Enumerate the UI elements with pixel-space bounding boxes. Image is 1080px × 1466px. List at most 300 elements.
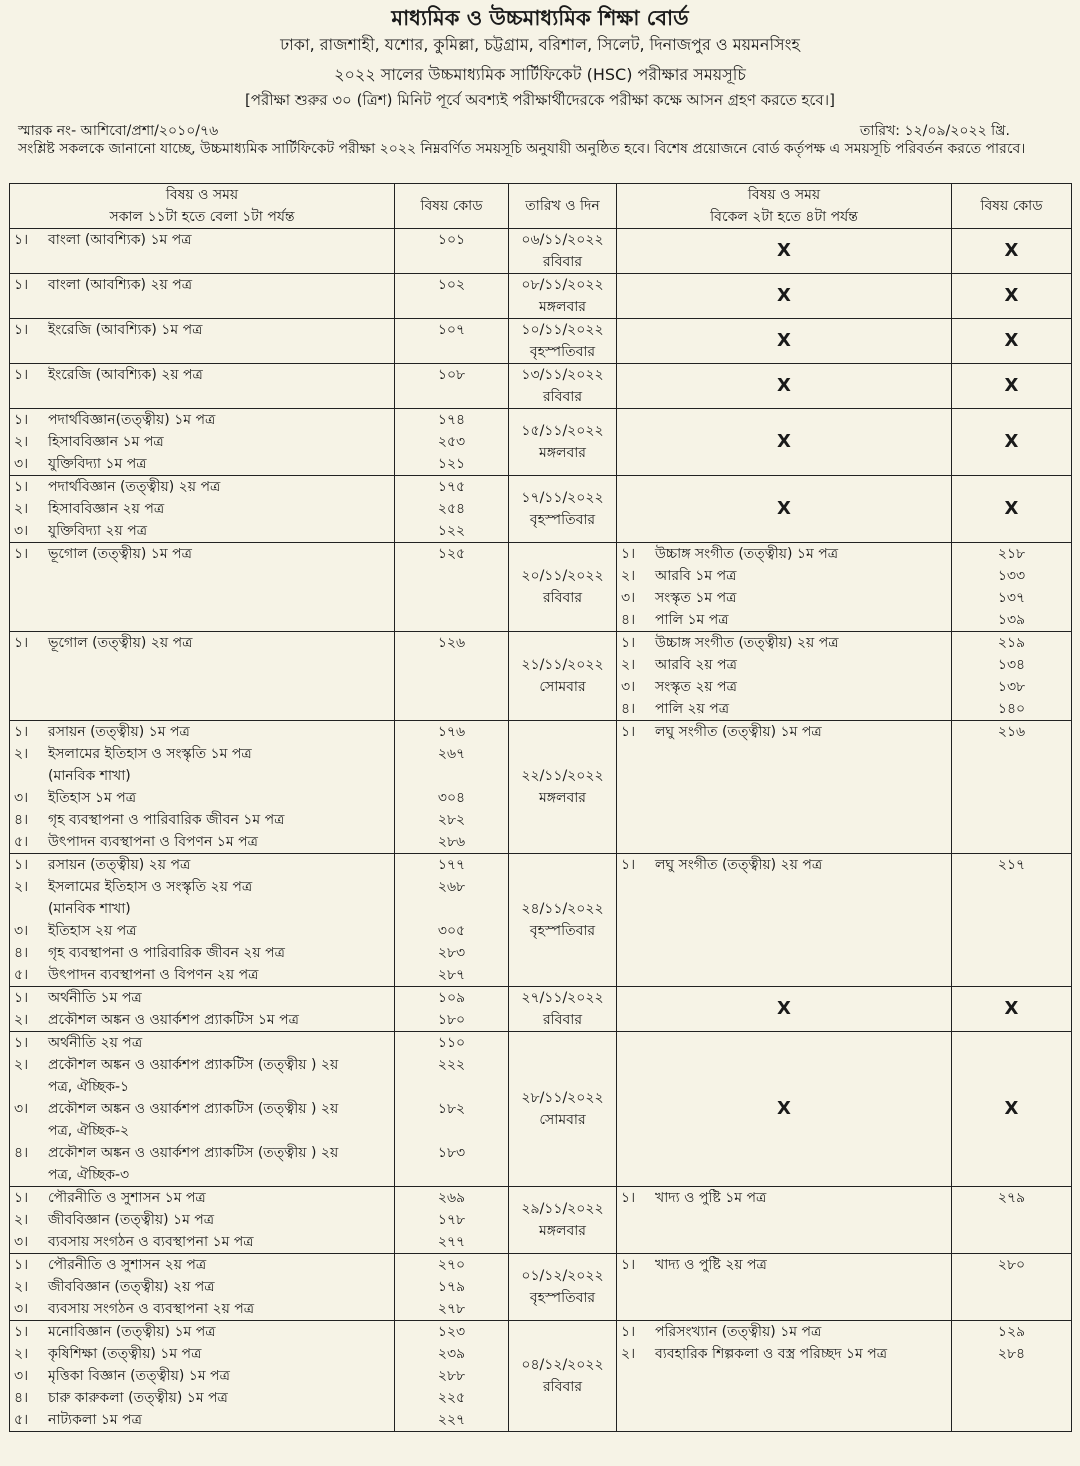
morning-codes (395, 364, 509, 409)
subject-name: (মানবিক শাখা) (48, 901, 131, 917)
subject-line (14, 787, 390, 809)
subject-line (621, 698, 947, 720)
afternoon-code-none-mark: X (952, 476, 1072, 543)
subject-name: অর্থনীতি ২য় পত্র (48, 1035, 143, 1051)
table-row (10, 1032, 1072, 1187)
subject-code: ১০৭ (437, 322, 466, 338)
afternoon-subjects (617, 1321, 952, 1432)
subject-line (14, 987, 390, 1009)
exam-date-cell (509, 364, 617, 409)
table-header-row (10, 184, 1072, 229)
subject-code: ২৬৮ (437, 879, 466, 895)
subject-code: ১০১ (437, 232, 466, 248)
afternoon-codes (952, 1187, 1072, 1254)
subject-name: পালি ২য় পত্র (655, 701, 730, 717)
subject-code: ১৮৩ (437, 1145, 466, 1161)
afternoon-none-mark: X (617, 476, 952, 543)
subject-name: ইসলামের ইতিহাস ও সংস্কৃতি ১ম পত্র (48, 746, 252, 762)
afternoon-header (617, 184, 952, 229)
subject-code: ১০৯ (437, 990, 466, 1006)
subject-number: ২। (14, 1279, 29, 1295)
subject-number: ১। (621, 635, 636, 651)
subject-number: ১। (14, 1257, 29, 1273)
table-row (10, 1187, 1072, 1254)
subject-number: ৪। (621, 612, 636, 628)
exam-date-cell (509, 1187, 617, 1254)
subject-number: ১। (621, 1257, 636, 1273)
subject-line (14, 876, 390, 898)
subject-number: ১। (14, 367, 29, 383)
subject-name: ইংরেজি (আবশ্যিক) ২য় পত্র (48, 367, 203, 383)
subject-code: ১৩৮ (997, 679, 1026, 695)
subject-number: ৪। (14, 1145, 29, 1161)
subject-line (14, 1343, 390, 1365)
subject-code: ১২১ (437, 456, 466, 472)
subject-code (399, 765, 504, 787)
morning-subjects (10, 1187, 395, 1254)
exam-date: ২৯/১১/২০২২ (521, 1201, 604, 1217)
subject-code: ১০৮ (437, 367, 466, 383)
afternoon-subjects (617, 1187, 952, 1254)
subject-name: প্রকৌশল অঙ্কন ও ওয়ার্কশপ প্র্যাকটিস (তত্ত্বীয় ) ২য় (48, 1145, 339, 1161)
subject-line (14, 743, 390, 765)
morning-subjects (10, 364, 395, 409)
subject-name: প্রকৌশল অঙ্কন ও ওয়ার্কশপ প্র্যাকটিস (তত্ত্বীয় ) ২য় (48, 1101, 339, 1117)
morning-codes (395, 987, 509, 1032)
subject-name: ইতিহাস ২য় পত্র (48, 923, 137, 939)
exam-date-cell (509, 409, 617, 476)
subject-code: ১২৩ (437, 1324, 466, 1340)
afternoon-header-line1: বিষয় ও সময় (747, 187, 821, 203)
subject-number: ৩। (14, 790, 29, 806)
morning-subjects (10, 319, 395, 364)
subject-name: রসায়ন (তত্ত্বীয়) ১ম পত্র (48, 724, 190, 740)
subject-line (621, 565, 947, 587)
subject-code: ১৮২ (437, 1101, 466, 1117)
subject-name: গৃহ ব্যবস্থাপনা ও পারিবারিক জীবন ২য় পত্র (48, 945, 285, 961)
subject-number: ৩। (14, 1101, 29, 1117)
subject-name: বাংলা (আবশ্যিক) ২য় পত্র (48, 277, 193, 293)
subject-number: ১। (14, 1190, 29, 1206)
afternoon-none-mark: X (617, 274, 952, 319)
subject-number: ১। (14, 1324, 29, 1340)
afternoon-code-none-mark: X (952, 987, 1072, 1032)
subject-name: আরবি ১ম পত্র (655, 568, 737, 584)
subject-line (14, 431, 390, 453)
subject-line (621, 1187, 947, 1209)
subject-code: ২১৮ (997, 546, 1026, 562)
subject-number: ১। (14, 546, 29, 562)
subject-code: ২৬৯ (437, 1190, 466, 1206)
subject-code: ১৩৭ (997, 590, 1026, 606)
subject-line (14, 1054, 390, 1076)
subject-code: ২৩৯ (437, 1346, 466, 1362)
table-row (10, 543, 1072, 632)
morning-codes (395, 409, 509, 476)
exam-day: মঙ্গলবার (538, 299, 587, 315)
morning-codes (395, 1321, 509, 1432)
exam-day: মঙ্গলবার (538, 1223, 587, 1239)
subject-number: ২। (14, 1012, 29, 1028)
subject-number: ২। (621, 1346, 636, 1362)
exam-date-cell (509, 1321, 617, 1432)
exam-date: ২৭/১১/২০২২ (521, 990, 604, 1006)
subject-code: ২৫৪ (437, 501, 466, 517)
subject-code: ২৭৯ (997, 1190, 1026, 1206)
subject-name: গৃহ ব্যবস্থাপনা ও পারিবারিক জীবন ১ম পত্র (48, 812, 285, 828)
subject-name: পালি ১ম পত্র (655, 612, 729, 628)
subject-number: ১। (14, 322, 29, 338)
subject-code: ১৭৪ (437, 412, 466, 428)
exam-date: ০৮/১১/২০২২ (521, 277, 604, 293)
exam-date: ০৬/১১/২০২২ (521, 232, 604, 248)
subject-line (621, 632, 947, 654)
table-row (10, 721, 1072, 854)
subject-code (399, 1164, 504, 1186)
schedule-title: ২০২২ সালের উচ্চমাধ্যমিক সার্টিফিকেট (HSC) পরীক্ষার সময়সূচি (334, 65, 746, 84)
subject-line (14, 765, 390, 787)
subject-line (14, 498, 390, 520)
afternoon-subjects (617, 1254, 952, 1321)
morning-subjects (10, 1254, 395, 1321)
exam-day: রবিবার (542, 1379, 583, 1395)
subject-code: ২৮৮ (437, 1368, 466, 1384)
subject-name: পদার্থবিজ্ঞান(তত্ত্বীয়) ১ম পত্র (48, 412, 216, 428)
subject-name: লঘু সংগীত (তত্ত্বীয়) ২য় পত্র (655, 857, 823, 873)
morning-codes (395, 1254, 509, 1321)
exam-day: রবিবার (542, 1012, 583, 1028)
exam-date: ২১/১১/২০২২ (521, 657, 604, 673)
exam-day: রবিবার (542, 590, 583, 606)
subject-name: মৃত্তিকা বিজ্ঞান (তত্ত্বীয়) ১ম পত্র (48, 1368, 230, 1384)
subject-line (14, 1009, 390, 1031)
subject-name: পত্র, ঐচ্ছিক-৩ (48, 1167, 130, 1183)
subject-code: ৩০৫ (437, 923, 466, 939)
morning-codes (395, 274, 509, 319)
exam-date: ০১/১২/২০২২ (521, 1268, 604, 1284)
subject-name: ইতিহাস ১ম পত্র (48, 790, 137, 806)
subject-name: জীববিজ্ঞান (তত্ত্বীয়) ১ম পত্র (48, 1212, 215, 1228)
subject-code: ১৪০ (997, 701, 1026, 717)
subject-code: ১৩৪ (997, 657, 1026, 673)
subject-line (621, 654, 947, 676)
subject-number: ২। (14, 501, 29, 517)
subject-code: ১৮০ (437, 1012, 466, 1028)
morning-codes (395, 632, 509, 721)
exam-day: মঙ্গলবার (538, 445, 587, 461)
subject-line (14, 409, 390, 431)
subject-line (14, 1187, 390, 1209)
exam-date-cell (509, 854, 617, 987)
afternoon-codes (952, 1321, 1072, 1432)
subject-line (14, 1387, 390, 1409)
subject-number: ২। (14, 1212, 29, 1228)
exam-date: ২২/১১/২০২২ (521, 768, 604, 784)
subject-number: ১। (621, 546, 636, 562)
subject-number: ৩। (14, 1234, 29, 1250)
exam-date-cell (509, 721, 617, 854)
subject-line (14, 1032, 390, 1054)
exam-day: সোমবার (539, 679, 586, 695)
subject-name: আরবি ২য় পত্র (655, 657, 737, 673)
afternoon-subjects (617, 721, 952, 854)
subject-line (14, 1231, 390, 1253)
code2-header: বিষয় কোড (952, 184, 1072, 229)
exam-day: রবিবার (542, 254, 583, 270)
morning-codes (395, 1032, 509, 1187)
exam-date-cell (509, 1032, 617, 1187)
subject-name: ইসলামের ইতিহাস ও সংস্কৃতি ২য় পত্র (48, 879, 253, 895)
subject-number: ১। (14, 990, 29, 1006)
subject-name: নাট্যকলা ১ম পত্র (48, 1412, 142, 1428)
board-cities: ঢাকা, রাজশাহী, যশোর, কুমিল্লা, চট্টগ্রাম, বরিশাল, সিলেট, দিনাজপুর ও ময়মনসিংহ (280, 35, 800, 54)
exam-date: ১৭/১১/২০২২ (521, 490, 604, 506)
afternoon-codes (952, 632, 1072, 721)
exam-schedule-table (9, 183, 1072, 1432)
morning-header-line1: বিষয় ও সময় (165, 187, 239, 203)
subject-number: ৩। (14, 923, 29, 939)
subject-name: জীববিজ্ঞান (তত্ত্বীয়) ২য় পত্র (48, 1279, 215, 1295)
subject-number: ১। (621, 1324, 636, 1340)
table-row (10, 409, 1072, 476)
subject-line (14, 1164, 390, 1186)
subject-code: ২২২ (437, 1057, 466, 1073)
subject-number: ৫। (14, 1412, 29, 1428)
morning-codes (395, 543, 509, 632)
subject-code: ১২৫ (437, 546, 466, 562)
subject-line (14, 274, 390, 296)
subject-line (14, 964, 390, 986)
subject-number: ৫। (14, 967, 29, 983)
subject-code: ১০২ (437, 277, 466, 293)
subject-line (14, 920, 390, 942)
morning-subjects (10, 1032, 395, 1187)
date-header: তারিখ ও দিন (509, 184, 617, 229)
subject-number: ৪। (14, 945, 29, 961)
subject-name: উচ্চাঙ্গ সংগীত (তত্ত্বীয়) ১ম পত্র (655, 546, 839, 562)
subject-name: রসায়ন (তত্ত্বীয়) ২য় পত্র (48, 857, 191, 873)
morning-subjects (10, 1321, 395, 1432)
table-row (10, 854, 1072, 987)
subject-code: ২১৭ (997, 857, 1026, 873)
subject-number: ৫। (14, 834, 29, 850)
subject-line (14, 809, 390, 831)
subject-line (14, 831, 390, 853)
memo-number: স্মারক নং- আশিবো/প্রশা/২০১০/৭৬ (18, 123, 219, 139)
subject-number: ৩। (14, 1368, 29, 1384)
exam-day: বৃহস্পতিবার (529, 923, 596, 939)
subject-number: ৩। (14, 1301, 29, 1317)
subject-code: ১৭৮ (437, 1212, 466, 1228)
subject-code: ১৩৩ (997, 568, 1026, 584)
subject-code (399, 1120, 504, 1142)
subject-code: ১২৯ (997, 1324, 1026, 1340)
exam-date-cell (509, 274, 617, 319)
subject-code: ২৮৭ (437, 967, 466, 983)
subject-code: ২১৯ (997, 635, 1026, 651)
subject-name: উৎপাদন ব্যবস্থাপনা ও বিপণন ১ম পত্র (48, 834, 258, 850)
subject-code: ২৮৬ (437, 834, 466, 850)
subject-number: ৪। (14, 1390, 29, 1406)
subject-number: ৩। (621, 679, 636, 695)
exam-day: মঙ্গলবার (538, 790, 587, 806)
table-row (10, 229, 1072, 274)
morning-subjects (10, 632, 395, 721)
subject-line (14, 1409, 390, 1431)
subject-line (621, 721, 947, 743)
subject-name: হিসাববিজ্ঞান ২য় পত্র (48, 501, 165, 517)
subject-name: প্রকৌশল অঙ্কন ও ওয়ার্কশপ প্র্যাকটিস ১ম পত্র (48, 1012, 299, 1028)
subject-number: ১। (14, 479, 29, 495)
subject-number: ২। (14, 1057, 29, 1073)
exam-day: বৃহস্পতিবার (529, 1290, 596, 1306)
subject-number: ৪। (621, 701, 636, 717)
table-row (10, 987, 1072, 1032)
subject-name: অর্থনীতি ১ম পত্র (48, 990, 142, 1006)
subject-number: ১। (14, 277, 29, 293)
afternoon-none-mark: X (617, 319, 952, 364)
subject-number: ৩। (621, 590, 636, 606)
subject-name: পদার্থবিজ্ঞান (তত্ত্বীয়) ২য় পত্র (48, 479, 221, 495)
exam-date-cell (509, 543, 617, 632)
subject-line (621, 1254, 947, 1276)
subject-code (399, 1076, 504, 1098)
subject-name: (মানবিক শাখা) (48, 768, 131, 784)
subject-name: খাদ্য ও পুষ্টি ১ম পত্র (655, 1190, 767, 1206)
subject-name: বাংলা (আবশ্যিক) ১ম পত্র (48, 232, 192, 248)
exam-date: ১৩/১১/২০২২ (521, 367, 604, 383)
subject-code: ২৫৩ (437, 434, 466, 450)
subject-code: ২৭৮ (437, 1301, 466, 1317)
afternoon-none-mark: X (617, 987, 952, 1032)
subject-line (14, 520, 390, 542)
subject-number: ১। (14, 724, 29, 740)
morning-subjects (10, 721, 395, 854)
subject-line (14, 1120, 390, 1142)
subject-name: ইংরেজি (আবশ্যিক) ১ম পত্র (48, 322, 203, 338)
subject-name: প্রকৌশল অঙ্কন ও ওয়ার্কশপ প্র্যাকটিস (তত্ত্বীয় ) ২য় (48, 1057, 339, 1073)
subject-code: ২৮০ (997, 1257, 1026, 1273)
afternoon-none-mark: X (617, 409, 952, 476)
subject-name: চারু কারুকলা (তত্ত্বীয়) ১ম পত্র (48, 1390, 228, 1406)
subject-name: পৌরনীতি ও সুশাসন ১ম পত্র (48, 1190, 206, 1206)
afternoon-subjects (617, 632, 952, 721)
subject-name: সংস্কৃত ১ম পত্র (655, 590, 737, 606)
table-row (10, 319, 1072, 364)
subject-line (14, 898, 390, 920)
subject-code: ২৮৩ (437, 945, 466, 961)
subject-line (14, 632, 390, 654)
subject-code: ১৭৯ (437, 1279, 466, 1295)
exam-date: ২০/১১/২০২২ (521, 568, 604, 584)
exam-date: ২৮/১১/২০২২ (521, 1090, 604, 1106)
subject-name: ব্যবসায় সংগঠন ও ব্যবস্থাপনা ১ম পত্র (48, 1234, 254, 1250)
exam-date: ১০/১১/২০২২ (521, 322, 604, 338)
table-row (10, 1321, 1072, 1432)
subject-name: ব্যবহারিক শিল্পকলা ও বস্ত্র পরিচ্ছদ ১ম পত্র (655, 1346, 888, 1362)
subject-code: ১২৬ (437, 635, 466, 651)
subject-number: ১। (14, 1035, 29, 1051)
afternoon-code-none-mark: X (952, 1032, 1072, 1187)
morning-codes (395, 721, 509, 854)
notice-text: সংশ্লিষ্ট সকলকে জানানো যাচ্ছে, উচ্চমাধ্যমিক সার্টিফিকেট পরীক্ষা ২০২২ নিম্নবর্ণিত সময়সূচি অনুযায়ী অনুষ্ঠিত হবে। বিশেষ প্রয়োজনে বোর্ড কর্তৃপক্ষ এ সময়সূচি পরিবর্তন করতে পারবে। (18, 141, 1026, 157)
table-row (10, 632, 1072, 721)
afternoon-codes (952, 854, 1072, 987)
subject-code: ১৭৬ (437, 724, 466, 740)
subject-name: সংস্কৃত ২য় পত্র (655, 679, 737, 695)
subject-number: ১। (14, 635, 29, 651)
subject-number: ১। (621, 1190, 636, 1206)
afternoon-codes (952, 543, 1072, 632)
subject-number: ২। (621, 657, 636, 673)
subject-line (14, 229, 390, 251)
exam-date-cell (509, 632, 617, 721)
subject-name: ভূগোল (তত্ত্বীয়) ২য় পত্র (48, 635, 193, 651)
afternoon-none-mark: X (617, 364, 952, 409)
morning-codes (395, 476, 509, 543)
table-row (10, 1254, 1072, 1321)
board-title: মাধ্যমিক ও উচ্চমাধ্যমিক শিক্ষা বোর্ড (391, 6, 689, 30)
subject-code: ২৮২ (437, 812, 466, 828)
table-row (10, 364, 1072, 409)
subject-code (399, 898, 504, 920)
subject-number: ১। (621, 724, 636, 740)
subject-name: কৃষিশিক্ষা (তত্ত্বীয়) ১ম পত্র (48, 1346, 202, 1362)
subject-number: ৩। (14, 456, 29, 472)
afternoon-header-line2: বিকেল ২টা হতে ৪টা পর্যন্ত (710, 209, 858, 225)
subject-code: ২৬৭ (437, 746, 466, 762)
morning-subjects (10, 987, 395, 1032)
subject-code: ২২৭ (437, 1412, 466, 1428)
subject-code: ২২৫ (437, 1390, 466, 1406)
afternoon-code-none-mark: X (952, 229, 1072, 274)
table-row (10, 274, 1072, 319)
subject-line (621, 676, 947, 698)
afternoon-code-none-mark: X (952, 364, 1072, 409)
subject-line (14, 1076, 390, 1098)
code-header: বিষয় কোড (395, 184, 509, 229)
exam-date-cell (509, 229, 617, 274)
afternoon-none-mark: X (617, 1032, 952, 1187)
subject-name: খাদ্য ও পুষ্টি ২য় পত্র (655, 1257, 767, 1273)
subject-code: ১৩৯ (997, 612, 1026, 628)
exam-date-cell (509, 987, 617, 1032)
subject-code: ২১৬ (997, 724, 1026, 740)
issue-date: তারিখ: ১২/০৯/২০২২ খ্রি. (859, 123, 1010, 139)
subject-line (621, 1321, 947, 1343)
subject-line (14, 453, 390, 475)
subject-name: পৌরনীতি ও সুশাসন ২য় পত্র (48, 1257, 207, 1273)
subject-name: উচ্চাঙ্গ সংগীত (তত্ত্বীয়) ২য় পত্র (655, 635, 839, 651)
subject-number: ১। (14, 412, 29, 428)
subject-line (621, 1343, 947, 1365)
subject-line (14, 319, 390, 341)
subject-number: ২। (14, 746, 29, 762)
exam-day: রবিবার (542, 389, 583, 405)
subject-line (621, 587, 947, 609)
subject-number: ৩। (14, 523, 29, 539)
subject-line (14, 1098, 390, 1120)
subject-number: ৪। (14, 812, 29, 828)
subject-line (14, 1321, 390, 1343)
exam-day: বৃহস্পতিবার (529, 344, 596, 360)
afternoon-subjects (617, 854, 952, 987)
afternoon-codes (952, 1254, 1072, 1321)
exam-day: বৃহস্পতিবার (529, 512, 596, 528)
morning-codes (395, 854, 509, 987)
afternoon-none-mark: X (617, 229, 952, 274)
subject-code: ২৭০ (437, 1257, 466, 1273)
